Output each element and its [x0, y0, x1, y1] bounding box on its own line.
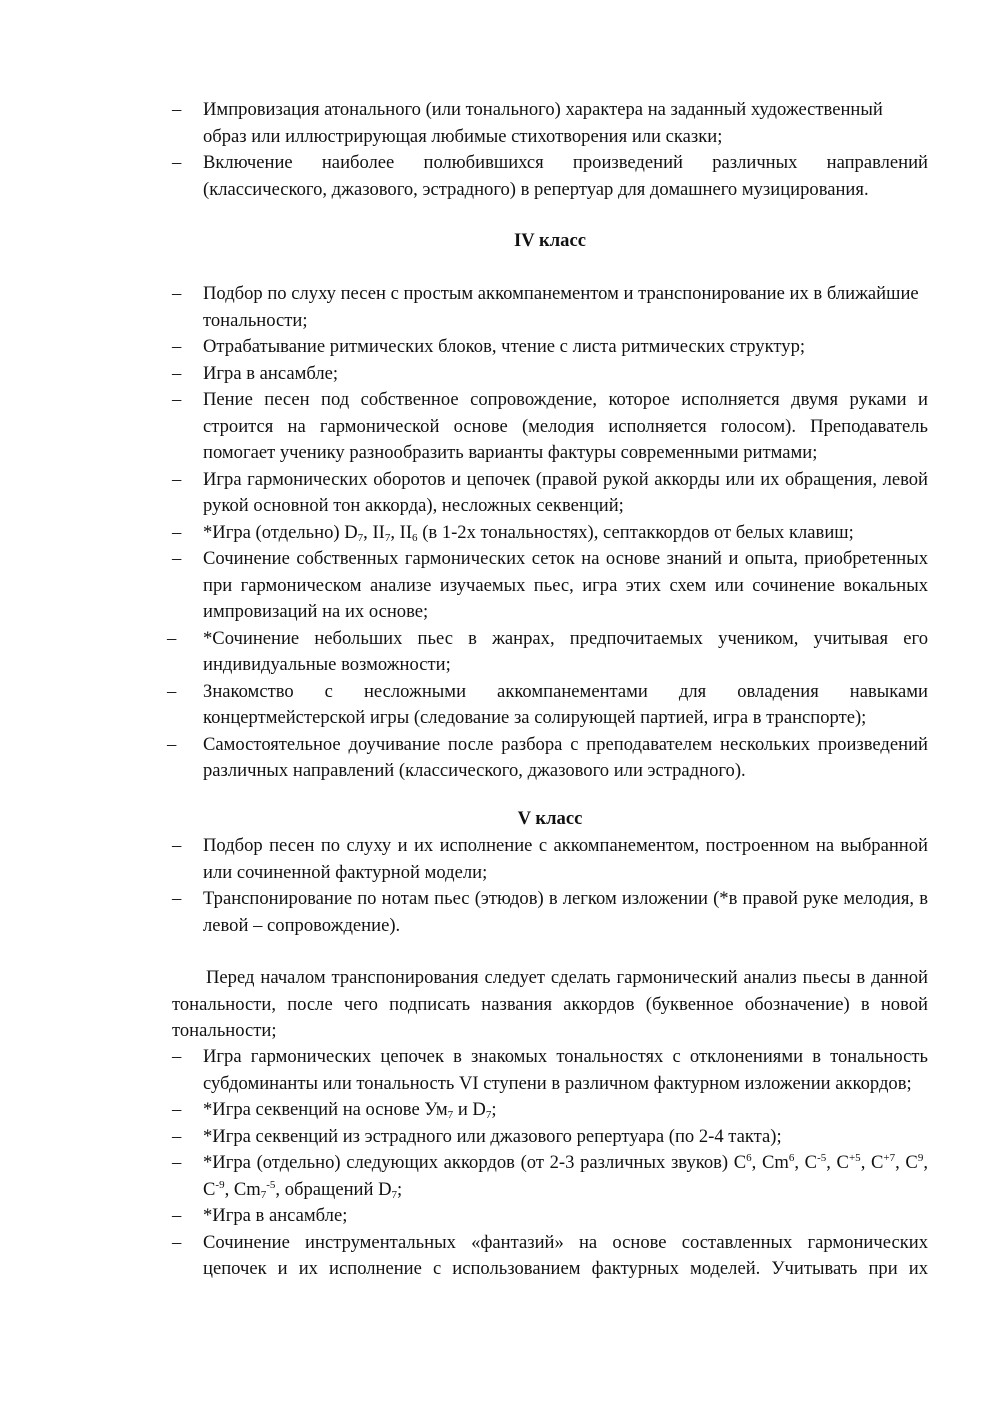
list-item — [172, 97, 928, 150]
list-item-text: Сочинение собственных гармонических сеток на основе знаний и опыта, приобретенных при гармоническом анализе изучаемых пьес, игра этих схем или сочинение вокальных импровизаций на их основе; — [203, 548, 928, 622]
superscript: -5 — [266, 1178, 276, 1191]
superscript: 6 — [788, 1152, 795, 1164]
list-item — [172, 1203, 928, 1230]
list-item — [172, 1044, 928, 1097]
list-item — [172, 546, 928, 626]
list-item-text: ; — [491, 1099, 497, 1120]
list-item-text: , C — [826, 1152, 849, 1173]
list-grade-5-a — [172, 833, 928, 939]
list-item — [172, 1124, 928, 1151]
list-item — [172, 281, 928, 334]
list-item — [172, 467, 928, 520]
list-item — [172, 1097, 928, 1124]
list-item-text: Сочинение инструментальных «фантазий» на основе составленных гармонических цепочек и их исполнение с использованием фактурных моделей. Учитывать при их — [203, 1231, 928, 1279]
list-grade-5-b — [172, 1044, 928, 1283]
list-item-text: , C — [203, 1152, 928, 1200]
list-item — [172, 150, 928, 203]
dash-bullet-icon: – — [167, 680, 177, 702]
subscript: 6 — [412, 531, 418, 544]
superscript: -9 — [215, 1178, 225, 1191]
list-item-text: *Игра (отдельно) следующих аккордов (от 2-3 различных звуков) C — [203, 1152, 747, 1173]
list-item — [172, 334, 928, 361]
list-grade-4 — [167, 281, 928, 785]
paragraph-transposition: Перед началом транспонирования следует сделать гармонический анализ пьесы в данной тональности, после чего подписать названия аккордов (буквенное обозначение) в новой тональности; — [172, 967, 928, 1041]
list-item-text: (в 1-2х тональностях), септаккордов от белых клавиш; — [417, 521, 854, 543]
list-item-text: Самостоятельное доучивание после разбора с преподавателем нескольких произведений различных направлений (классического, джазового или эстрадного). — [203, 733, 928, 781]
dash-bullet-icon: – — [172, 362, 182, 384]
superscript: 9 — [917, 1152, 924, 1164]
list-item — [172, 886, 928, 939]
list-item-text: Игра гармонических оборотов и цепочек (правой рукой аккорды или их обращения, левой рукой основной тон аккорда), несложных секвенций; — [203, 468, 928, 516]
dash-bullet-icon: – — [172, 99, 182, 120]
list-item — [172, 361, 928, 388]
superscript: +7 — [883, 1152, 896, 1164]
list-item-text: Игра гармонических цепочек в знакомых тональностях с отклонениями в тональность субдоминанты или тональность VI ступени в различном фактурном изложении аккордов; — [203, 1046, 928, 1094]
list-item-text: Импровизация атонального (или тонального) характера на заданный художественный образ или иллюстрирующая любимые стихотворения или сказки; — [203, 99, 883, 147]
dash-bullet-icon: – — [172, 1099, 182, 1120]
list-item-text: *Игра в ансамбле; — [203, 1205, 348, 1226]
list-item-text: , C — [794, 1152, 818, 1173]
dash-bullet-icon: – — [172, 1152, 182, 1173]
dash-bullet-icon: – — [172, 1125, 182, 1147]
list-item-text: Подбор по слуху песен с простым аккомпанементом и транспонирование их в ближайшие тональности; — [203, 283, 919, 331]
list-item — [172, 387, 928, 467]
list-item-text: Знакомство с несложными аккомпанементами для овладения навыками концертмейстерской игры (следование за солирующей партией, игра в транспорте); — [203, 680, 928, 728]
list-item-text: , C — [895, 1152, 918, 1173]
list-item-text: Транспонирование по нотам пьес (этюдов) в легком изложении (*в правой руке мелодия, в левой – сопровождение). — [203, 888, 928, 936]
list-item — [167, 679, 928, 732]
list-item — [172, 833, 928, 886]
heading-grade-5: V класс — [517, 808, 583, 829]
superscript: +5 — [848, 1152, 861, 1164]
dash-bullet-icon: – — [172, 1205, 182, 1226]
subscript: 7 — [357, 531, 364, 544]
dash-bullet-icon: – — [172, 1046, 182, 1067]
dash-bullet-icon: – — [172, 521, 182, 543]
list-item-text: Пение песен под собственное сопровождение, которое исполняется двумя руками и строится на гармонической основе (мелодия исполняется голосом). Преподаватель помогает ученику разнообразить варианты фактуры современными ритмами; — [203, 389, 928, 463]
list-item-text: , Cm — [224, 1178, 261, 1200]
dash-bullet-icon: – — [167, 733, 177, 755]
dash-bullet-icon: – — [172, 468, 182, 490]
dash-bullet-icon: – — [172, 548, 182, 569]
list-item-text: *Игра (отдельно) D — [203, 521, 358, 543]
superscript: -5 — [817, 1152, 827, 1164]
subscript: 7 — [447, 1109, 454, 1121]
list-item-text: , обращений D — [275, 1178, 392, 1200]
subscript: 7 — [485, 1109, 492, 1121]
superscript: 6 — [746, 1152, 752, 1164]
list-item-text: *Сочинение небольших пьес в жанрах, предпочитаемых учеником, учитывая его индивидуальные возможности; — [203, 627, 928, 675]
list-item-text: , II — [390, 521, 413, 543]
list-item — [167, 732, 928, 785]
dash-bullet-icon: – — [172, 389, 182, 410]
dash-bullet-icon: – — [172, 888, 182, 909]
list-grade3-tail — [172, 97, 928, 203]
list-item-text: , C — [860, 1152, 884, 1173]
subscript: 7 — [384, 531, 391, 544]
dash-bullet-icon: – — [172, 283, 182, 304]
list-item-text: ; — [397, 1178, 403, 1200]
heading-grade-4: IV класс — [514, 230, 586, 251]
list-item — [172, 520, 928, 547]
list-item-text: , II — [363, 521, 385, 543]
list-item-text: *Игра секвенций из эстрадного или джазового репертуара (по 2-4 такта); — [203, 1125, 782, 1147]
list-item-text: Включение наиболее полюбившихся произведений различных направлений (классического, джазового, эстрадного) в репертуар для домашнего музицирования. — [203, 152, 928, 200]
subscript: 7 — [260, 1188, 267, 1201]
list-item-text: Игра в ансамбле; — [203, 362, 339, 384]
subscript: 7 — [391, 1188, 398, 1201]
list-item-text: и D — [453, 1099, 486, 1120]
list-item-text: , Cm — [751, 1152, 789, 1173]
list-item — [172, 1230, 928, 1283]
dash-bullet-icon: – — [167, 627, 177, 649]
dash-bullet-icon: – — [172, 1231, 182, 1253]
list-item — [172, 1150, 928, 1203]
list-item-text: Отрабатывание ритмических блоков, чтение с листа ритмических структур; — [203, 336, 806, 357]
dash-bullet-icon: – — [172, 152, 182, 173]
list-item-text: *Игра секвенций на основе Ум — [203, 1099, 448, 1120]
dash-bullet-icon: – — [172, 336, 182, 357]
list-item-text: Подбор песен по слуху и их исполнение с аккомпанементом, построенном на выбранной или сочиненной фактурной модели; — [203, 835, 928, 883]
dash-bullet-icon: – — [172, 835, 182, 856]
list-item — [167, 626, 928, 679]
